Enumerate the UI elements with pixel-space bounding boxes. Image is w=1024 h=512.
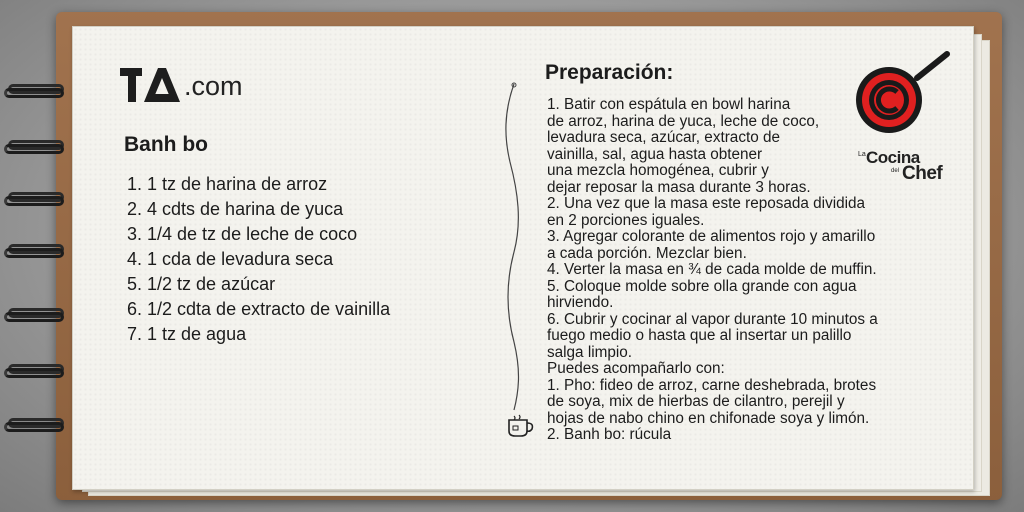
text-line: 2. Una vez que la masa este reposada dividida bbox=[547, 195, 866, 212]
text-line: Puedes acompañarlo con: bbox=[547, 360, 725, 377]
site-logo bbox=[120, 66, 243, 102]
ta-logo-mark-icon bbox=[120, 68, 182, 102]
text-line: a cada porción. Mezclar bien. bbox=[547, 244, 747, 262]
text-line: de soya, mix de hierbas de cilantro, perejil y bbox=[547, 393, 845, 410]
text-line: 3. Agregar colorante de alimentos rojo y amarillo bbox=[547, 228, 876, 245]
logo-domain-suffix: .com bbox=[184, 71, 243, 101]
list-item: 5. 1/2 tz de azúcar bbox=[127, 274, 276, 294]
text-line: en 2 porciones iguales. bbox=[547, 211, 705, 229]
list-item: 1. 1 tz de harina de arroz bbox=[127, 174, 328, 194]
text-line: 1. Batir con espátula en bowl harina bbox=[547, 96, 791, 113]
spiral-ring-icon bbox=[4, 140, 68, 158]
text-line: de arroz, harina de yuca, leche de coco, bbox=[547, 112, 820, 130]
chef-logo-la: La bbox=[858, 151, 866, 158]
text-line: 1. Pho: fideo de arroz, carne deshebrada, brotes bbox=[547, 376, 877, 394]
chef-logo-cocina: Cocina bbox=[866, 148, 920, 167]
text-line: 4. Verter la masa en ¾ de cada molde de muffin. bbox=[547, 261, 877, 278]
spiral-ring-icon bbox=[4, 84, 68, 102]
spiral-ring-icon bbox=[4, 192, 68, 210]
spiral-ring-icon bbox=[4, 308, 68, 326]
text-line: hirviendo. bbox=[547, 294, 614, 311]
text-line: vainilla, sal, agua hasta obtener bbox=[547, 145, 763, 163]
ingredient-list bbox=[127, 172, 390, 347]
text-line: 2. Banh bo: rúcula bbox=[547, 426, 672, 443]
text-line: levadura seca, azúcar, extracto de bbox=[547, 129, 780, 146]
list-item: 2. 4 cdts de harina de yuca bbox=[127, 199, 344, 219]
text-line: fuego medio o hasta que al insertar un palillo bbox=[547, 327, 852, 344]
text-line: hojas de nabo chino en chifonade soya y limón. bbox=[547, 409, 870, 427]
spiral-ring-icon bbox=[4, 418, 68, 436]
list-item: 6. 1/2 cdta de extracto de vainilla bbox=[127, 299, 391, 319]
spiral-ring-icon bbox=[4, 364, 68, 382]
list-item: 3. 1/4 de tz de leche de coco bbox=[127, 224, 358, 244]
list-item: 4. 1 cda de levadura seca bbox=[127, 249, 334, 269]
recipe-title: Banh bo bbox=[124, 133, 208, 156]
text-line: salga limpio. bbox=[547, 343, 633, 361]
text-line: dejar reposar la masa durante 3 horas. bbox=[547, 178, 811, 196]
wavy-divider-icon bbox=[500, 82, 530, 412]
chef-logo-chef: Chef bbox=[902, 163, 943, 184]
text-line: 5. Coloque molde sobre olla grande con agua bbox=[547, 277, 857, 295]
text-line: 6. Cubrir y cocinar al vapor durante 10 minutos a bbox=[547, 310, 878, 328]
spiral-ring-icon bbox=[4, 244, 68, 262]
preparation-heading: Preparación: bbox=[545, 61, 674, 84]
tea-cup-icon bbox=[506, 414, 536, 438]
chef-logo-del: del bbox=[891, 168, 900, 174]
text-line: una mezcla homogénea, cubrir y bbox=[547, 162, 769, 179]
list-item: 7. 1 tz de agua bbox=[127, 324, 247, 344]
